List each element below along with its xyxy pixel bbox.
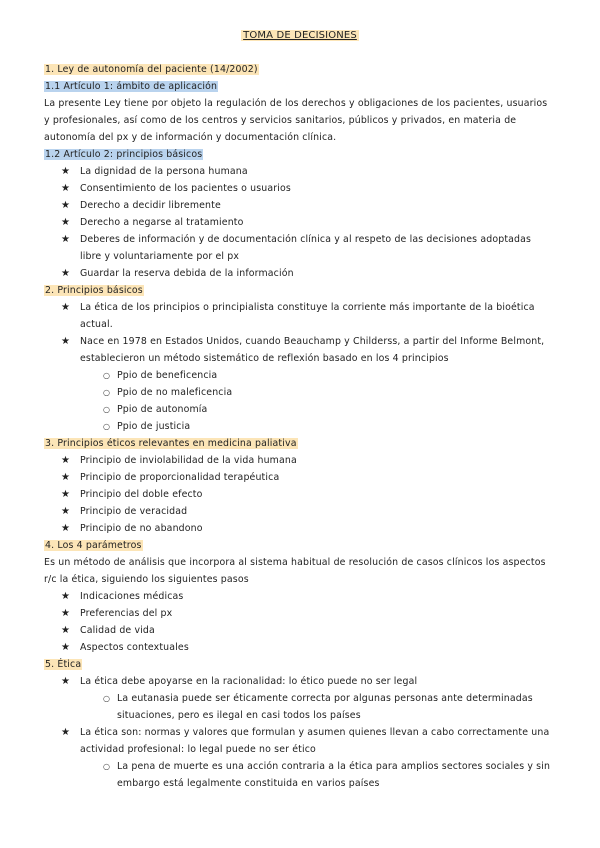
- list-item: La dignidad de la persona humana: [80, 166, 248, 177]
- star-bullet-icon: ★: [61, 472, 71, 483]
- section-3-heading: 3. Principios éticos relevantes en medicina paliativa: [45, 438, 297, 449]
- circle-bullet-icon: ○: [103, 405, 111, 414]
- star-bullet-icon: ★: [61, 523, 71, 534]
- star-bullet-icon: ★: [61, 727, 71, 738]
- star-bullet-icon: ★: [61, 591, 71, 602]
- star-bullet-icon: ★: [61, 200, 71, 211]
- star-bullet-icon: ★: [61, 183, 71, 194]
- sub-list-item: Ppio de justicia: [117, 421, 191, 432]
- circle-bullet-icon: ○: [103, 388, 111, 397]
- paragraph-line: r/c la ética, siguiendo los siguientes pasos: [44, 574, 249, 585]
- list-item: Derecho a decidir libremente: [80, 200, 221, 211]
- sub-list-item: La pena de muerte es una acción contraria a la ética para amplios sectores sociales y sin: [117, 761, 551, 772]
- list-item: Principio de proporcionalidad terapéutica: [80, 472, 280, 483]
- star-bullet-icon: ★: [61, 217, 71, 228]
- sub-list-item: Ppio de no maleficencia: [117, 387, 233, 398]
- list-item-continuation: libre y voluntariamente por el px: [80, 251, 240, 262]
- list-item: Preferencias del px: [80, 608, 173, 619]
- sub-list-item-continuation: embargo está legalmente constituida en varios países: [117, 778, 380, 789]
- circle-bullet-icon: ○: [103, 694, 111, 703]
- list-item: Calidad de vida: [80, 625, 155, 636]
- circle-bullet-icon: ○: [103, 422, 111, 431]
- star-bullet-icon: ★: [61, 166, 71, 177]
- star-bullet-icon: ★: [61, 455, 71, 466]
- list-item: Derecho a negarse al tratamiento: [80, 217, 244, 228]
- section-5-heading: 5. Ética: [45, 659, 82, 670]
- sub-list-item: La eutanasia puede ser éticamente correcta por algunas personas ante determinadas: [117, 693, 533, 704]
- star-bullet-icon: ★: [61, 676, 71, 687]
- circle-bullet-icon: ○: [103, 762, 111, 771]
- star-bullet-icon: ★: [61, 268, 71, 279]
- list-item: Indicaciones médicas: [80, 591, 184, 602]
- document-title: TOMA DE DECISIONES: [243, 30, 357, 41]
- paragraph-line: autonomía del px y de información y documentación clínica.: [44, 132, 337, 143]
- list-item: La ética son: normas y valores que formulan y asumen quienes llevan a cabo correctamente una: [80, 727, 550, 738]
- star-bullet-icon: ★: [61, 642, 71, 653]
- star-bullet-icon: ★: [61, 625, 71, 636]
- paragraph-line: Es un método de análisis que incorpora al sistema habitual de resolución de casos clínicos los aspectos: [44, 557, 546, 568]
- list-item-continuation: actual.: [80, 319, 113, 330]
- star-bullet-icon: ★: [61, 336, 71, 347]
- star-bullet-icon: ★: [61, 234, 71, 245]
- list-item: Principio de inviolabilidad de la vida humana: [80, 455, 297, 466]
- list-item-continuation: actividad profesional: lo legal puede no ser ético: [80, 744, 316, 755]
- sub-list-item: Ppio de autonomía: [117, 404, 208, 415]
- list-item: Nace en 1978 en Estados Unidos, cuando Beauchamp y Childerss, a partir del Informe Belmont,: [80, 336, 545, 347]
- list-item: Principio del doble efecto: [80, 489, 203, 500]
- star-bullet-icon: ★: [61, 489, 71, 500]
- section-4-heading: 4. Los 4 parámetros: [45, 540, 142, 551]
- section-1-heading: 1. Ley de autonomía del paciente (14/2002): [45, 64, 258, 75]
- paragraph-line: y profesionales, así como de los centros y servicios sanitarios, públicos y privados, en materia de: [44, 115, 517, 126]
- list-item: Guardar la reserva debida de la información: [80, 268, 294, 279]
- list-item: Principio de veracidad: [80, 506, 188, 517]
- list-item-continuation: establecieron un método sistemático de reflexión basado en los 4 principios: [80, 353, 449, 364]
- paragraph-line: La presente Ley tiene por objeto la regulación de los derechos y obligaciones de los pacientes, usuarios: [44, 98, 548, 109]
- list-item: Deberes de información y de documentación clínica y al respeto de las decisiones adoptadas: [80, 234, 532, 245]
- list-item: Consentimiento de los pacientes o usuarios: [80, 183, 291, 194]
- star-bullet-icon: ★: [61, 506, 71, 517]
- list-item: La ética debe apoyarse en la racionalidad: lo ético puede no ser legal: [80, 676, 418, 687]
- list-item: La ética de los principios o principialista constituye la corriente más importante de la bioética: [80, 302, 535, 313]
- list-item: Aspectos contextuales: [80, 642, 189, 653]
- star-bullet-icon: ★: [61, 608, 71, 619]
- list-item: Principio de no abandono: [80, 523, 203, 534]
- section-2-heading: 2. Principios básicos: [45, 285, 143, 296]
- sub-list-item-continuation: situaciones, pero es ilegal en casi todos los países: [117, 710, 361, 721]
- sub-list-item: Ppio de beneficencia: [117, 370, 218, 381]
- star-bullet-icon: ★: [61, 302, 71, 313]
- section-1-2-heading: 1.2 Artículo 2: principios básicos: [45, 149, 203, 160]
- section-1-1-heading: 1.1 Artículo 1: ámbito de aplicación: [45, 81, 218, 92]
- circle-bullet-icon: ○: [103, 371, 111, 380]
